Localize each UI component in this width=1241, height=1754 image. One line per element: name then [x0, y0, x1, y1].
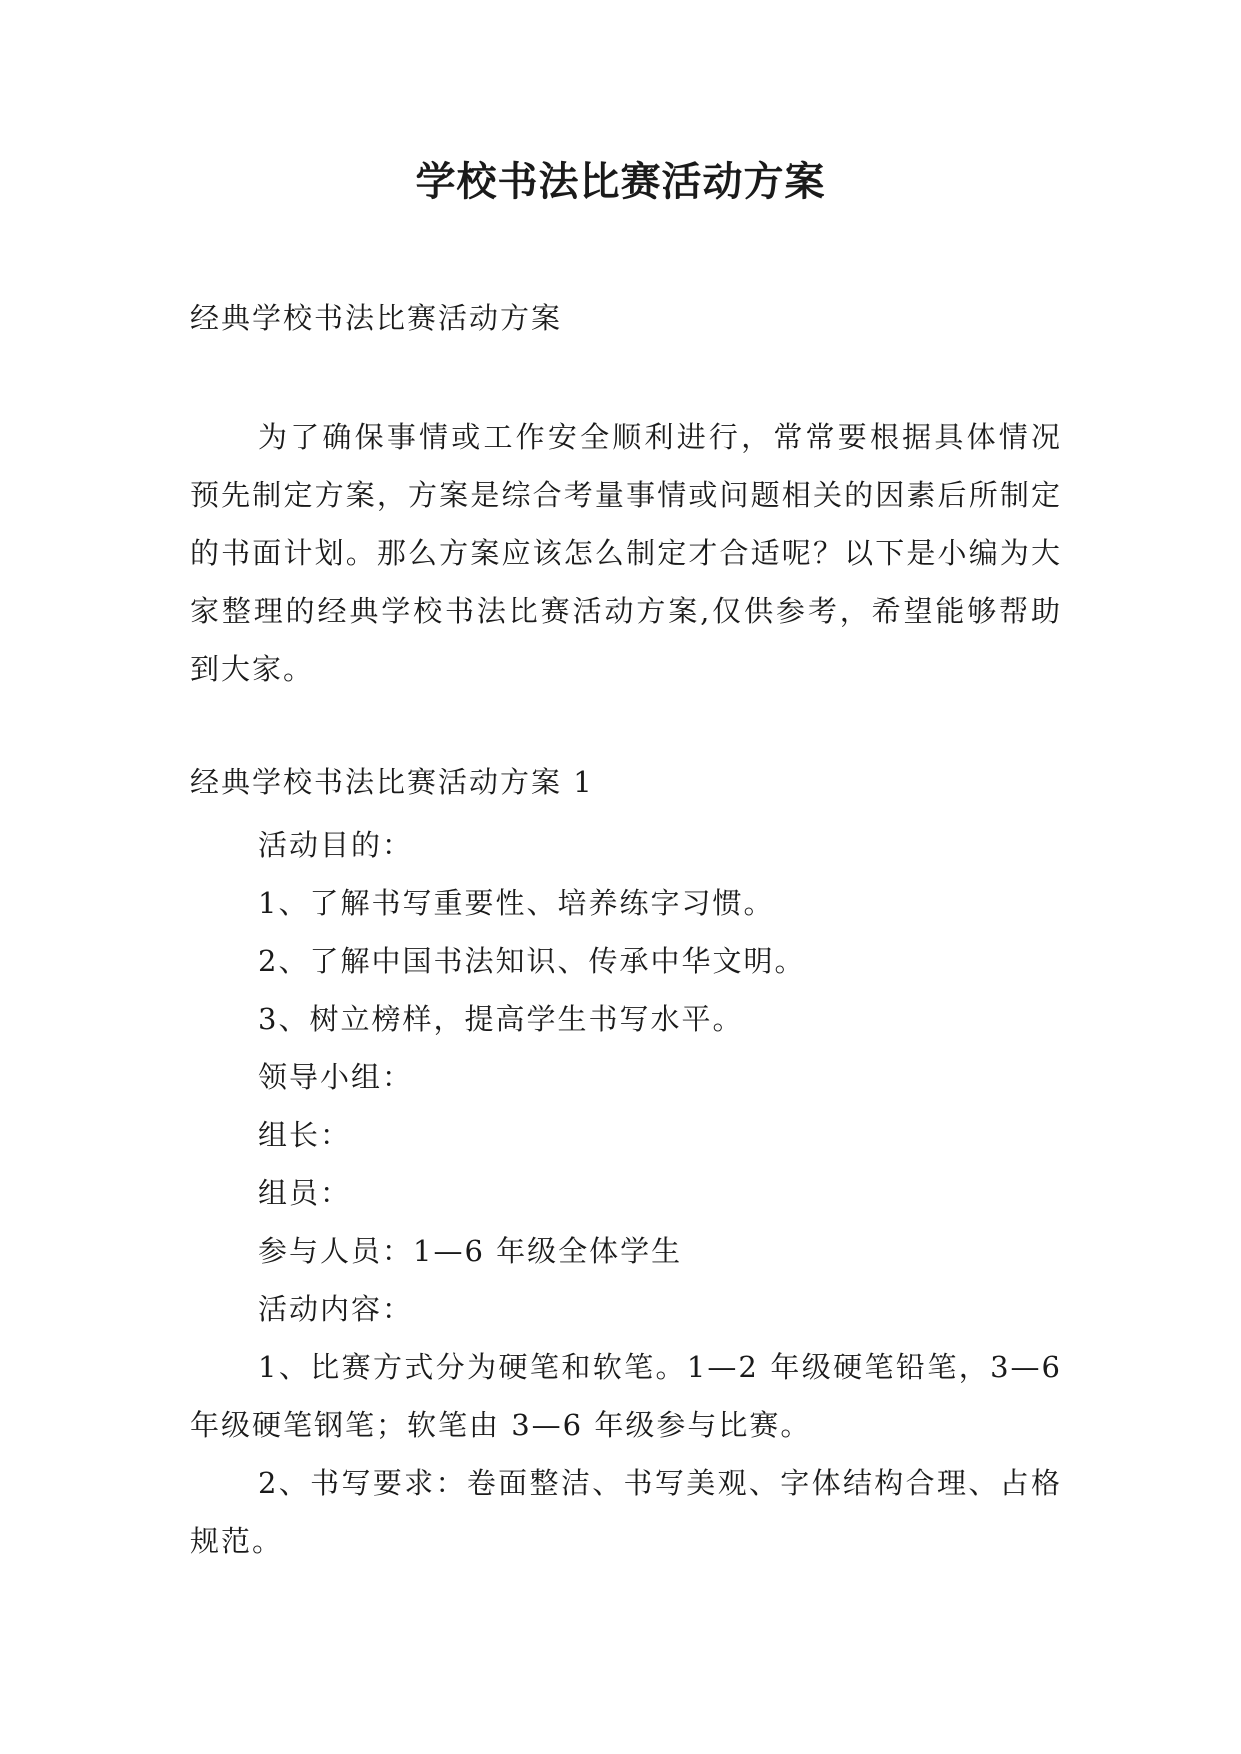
section-heading: 经典学校书法比赛活动方案 1 [190, 765, 594, 799]
intro-paragraph: 为了确保事情或工作安全顺利进行，常常要根据具体情况预先制定方案，方案是综合考量事情或问题相关的因素后所制定的书面计划。那么方案应该怎么制定才合适呢？以下是小编为大家整理的经典学校书法比赛活动方案,仅供参考，希望能够帮助到大家。 [190, 420, 1062, 686]
content-line-purpose-1: 1、了解书写重要性、培养练字习惯。 [258, 886, 775, 920]
content-line-activity-purpose: 活动目的： [258, 828, 414, 862]
plan-content-list [190, 816, 1062, 1570]
content-line-group-members: 组员： [258, 1176, 352, 1210]
content-line-activity-content: 活动内容： [258, 1292, 414, 1326]
content-line-leadership-group: 领导小组： [258, 1060, 414, 1094]
content-line-participants: 参与人员：1—6 年级全体学生 [258, 1234, 683, 1268]
content-line-content-2: 2、书写要求：卷面整洁、书写美观、字体结构合理、占格规范。 [190, 1466, 1062, 1558]
content-line-content-1: 1、比赛方式分为硬笔和软笔。1—2 年级硬笔铅笔，3—6 年级硬笔钢笔；软笔由 3—6 年级参与比赛。 [190, 1350, 1062, 1442]
content-line-group-leader: 组长： [258, 1118, 352, 1152]
document-subtitle: 经典学校书法比赛活动方案 [190, 301, 563, 335]
content-line-purpose-3: 3、树立榜样，提高学生书写水平。 [258, 1002, 744, 1036]
content-line-purpose-2: 2、了解中国书法知识、传承中华文明。 [258, 944, 806, 978]
document-title: 学校书法比赛活动方案 [415, 158, 826, 205]
